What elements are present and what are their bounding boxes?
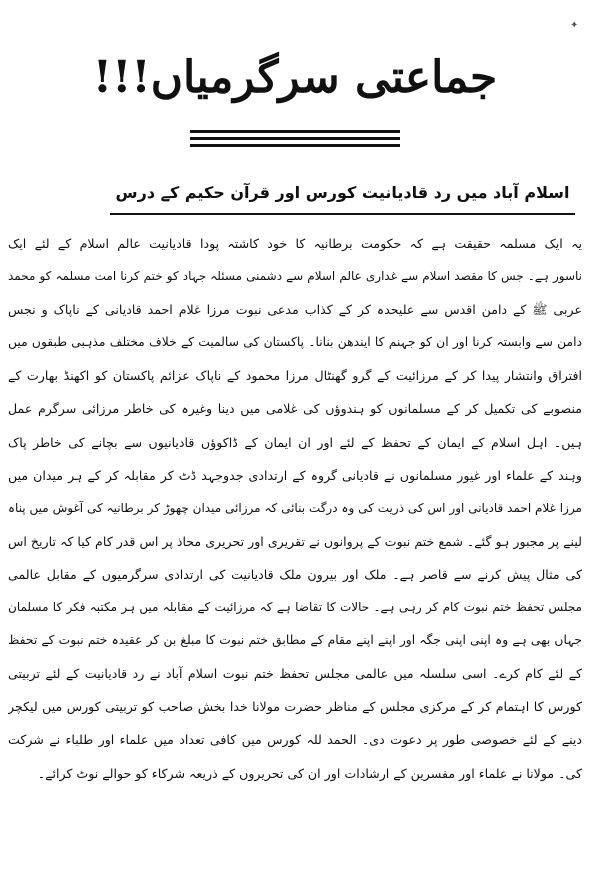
article-subtitle: اسلام آباد میں رد قادیانیت کورس اور قرآن حکیم کے درس [115,183,570,202]
body-line: مرزا غلام احمد قادیانی اور اس کی ذریت کی وہ درگت بنائی کہ مرزائی میدان چھوڑ کر برطانیہ کی آغوش میں پناہ [8,500,582,515]
body-line: افتراق وانتشار پیدا کر کے مرزائیت کے گرو گھنٹال مرزا محمود کے ناپاک عزائم پاکستان کو اکھنڈ بھارت کے [8,368,582,384]
page-title: جماعتی سرگرمیاں!!! [92,52,498,103]
body-line: یہ ایک مسلمہ حقیقت ہے کہ حکومت برطانیہ کا خود کاشتہ پودا قادیانیت عالم اسلام کے لئے ایک [8,236,582,251]
body-line: کی مثال پیش کرنے سے قاصر ہے۔ ملک اور بیرون ملک قادیانیت کی ارتدادی سرگرمیوں کے مقابل عالمی [8,566,582,582]
body-line: جہاں بھی ہے وہ اپنی اپنی جگہ اور اپنے اپنے مقام کے مطابق ختم نبوت کا مبلغ بن کر عقیدہ ختم نبوت کے تحفظ [8,633,582,648]
body-line: وہند کے علماء اور غیور مسلمانوں نے قادیانی گروہ کے ارتدادی جدوجہد ڈٹ کر مقابلہ کر کے ہر میدان میں [8,467,582,483]
body-line: منصوبے کی تکمیل کر کے مسلمانوں کو ہندوؤں کی غلامی میں دینا وغیرہ کی خاطر مرزائی سرگرم عمل [8,401,582,417]
article-body [8,227,582,790]
scan-speck: ✦ [570,20,579,31]
subtitle-underline [110,213,575,215]
body-line: ناسور ہے۔ جس کا مقصد اسلام سے غداری عالم اسلام سے دشمنی مسئلہ جہاد کو ختم کرنا امت مسلمہ کو محمد [8,269,582,284]
body-line: دینے کے لئے خصوصی طور پر دعوت دی۔ الحمد للہ کورس میں کافی تعداد میں علماء اور طلباء نے شرکت [8,732,582,748]
body-line: کی۔ مولانا نے علماء اور مفسرین کے ارشادات اور ان کی تحریروں کے ذریعہ شرکاء کو حوالے نوٹ کرائے۔ [37,765,582,781]
body-line: کورس کا اہتمام کر کے مرکزی مجلس کے مناظر حضرت مولانا خدا بخش صاحب کو تربیتی کورس میں لیکچر [8,699,582,715]
title-rule-top [190,130,400,133]
body-line: لینے پر مجبور ہو گئے۔ شمع ختم نبوت کے پروانوں نے تقریری اور تحریری محاذ پر اس قدر کام کیا کہ تاریخ اس [8,533,582,549]
body-line: عربی ﷺ کے دامن اقدس سے علیحدہ کر کے کذاب مدعی نبوت مرزا غلام احمد قادیانی کے ناپاک و نجس [8,302,582,318]
body-line: دامن سے وابستہ کرنا اور ان کو جہنم کا ایندھن بنانا۔ پاکستان کی سالمیت کے خلاف مختلف مذہبی طبقوں میں [8,335,582,350]
body-line: ہیں۔ اہل اسلام کے ایمان کے تحفظ کے لئے اور ان ایمان کے ڈاکوؤں قادیانیوں سے بچانے کی خاطر پاک [8,434,582,450]
title-rule-middle [190,137,400,140]
body-line: مجلس تحفظ ختم نبوت کام کر رہی ہے۔ حالات کا تقاضا ہے کہ مرزائیت کے مقابلہ میں ہر مکتبہ فکر کا مسلمان [8,600,582,615]
body-line: کے لئے کام کرے۔ اسی سلسلہ میں عالمی مجلس تحفظ ختم نبوت اسلام آباد نے رد قادیانیت کے لئے تربیتی [8,666,582,682]
title-rule-bottom [190,144,400,147]
